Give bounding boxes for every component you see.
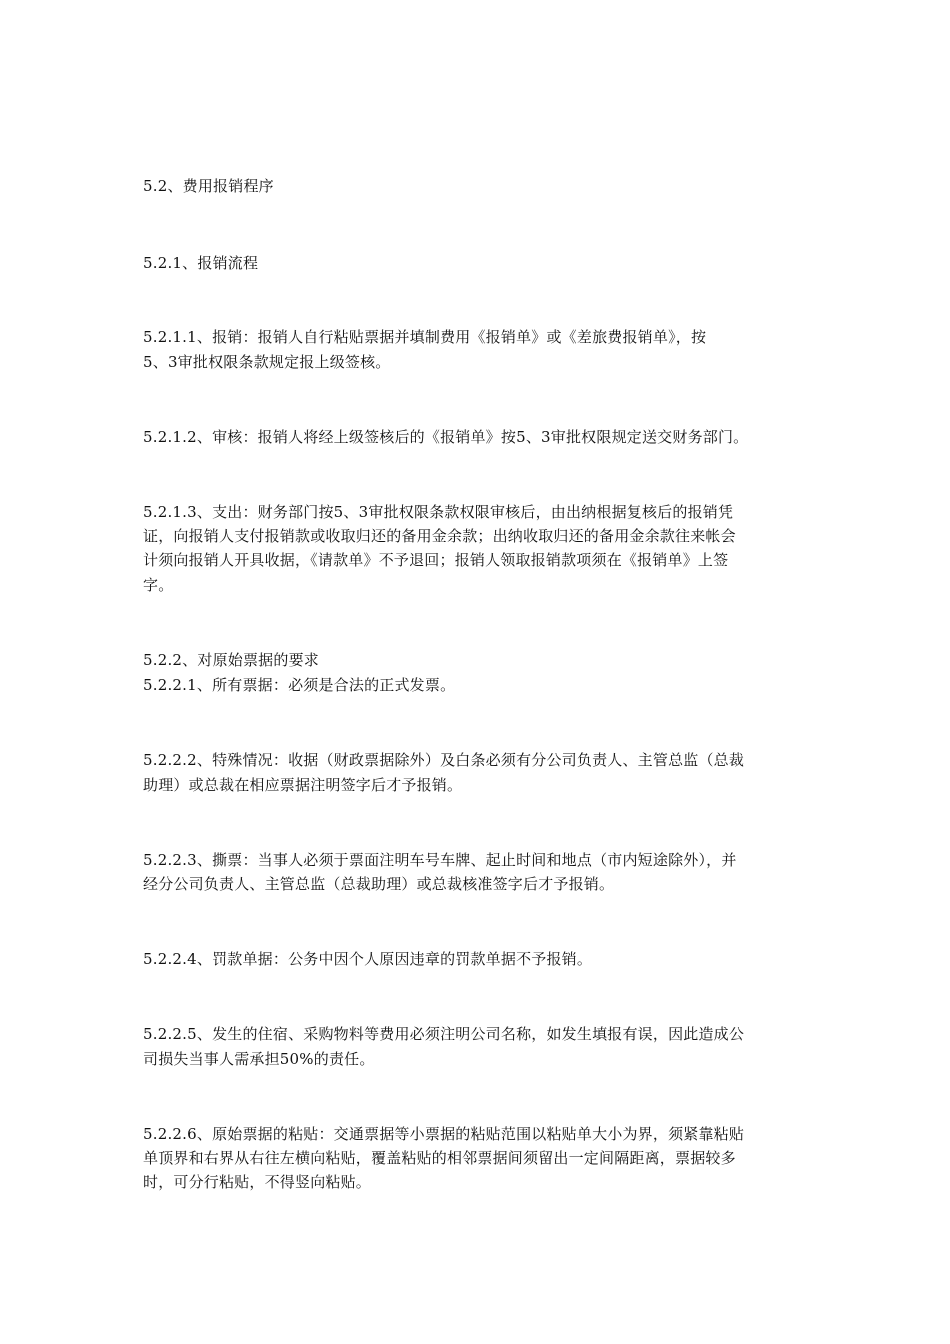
paragraph-5-2-1-1-line-1: 5.2.1.1、报销：报销人自行粘贴票据并填制费用《报销单》或《差旅费报销单》，按 [143, 328, 707, 346]
paragraph-5-2-1-2: 5.2.1.2、审核：报销人将经上级签核后的《报销单》按5、3审批权限规定送交财务部门。 [143, 428, 749, 446]
paragraph-5-2-1-3-line-2: 证，向报销人支付报销款或收取归还的备用金余款；出纳收取归还的备用金余款往来帐会 [143, 527, 736, 545]
heading-5-2: 5.2、费用报销程序 [143, 177, 274, 195]
paragraph-5-2-2-4: 5.2.2.4、罚款单据：公务中因个人原因违章的罚款单据不予报销。 [143, 950, 593, 968]
paragraph-5-2-2-3-line-2: 经分公司负责人、主管总监（总裁助理）或总裁核准签字后才予报销。 [143, 875, 615, 893]
paragraph-5-2-1-3-line-3: 计须向报销人开具收据，《请款单》不予退回；报销人领取报销款项须在《报销单》上签 [143, 551, 729, 569]
paragraph-5-2-2-6-line-3: 时，可分行粘贴，不得竖向粘贴。 [143, 1173, 372, 1191]
paragraph-5-2-2-1: 5.2.2.1、所有票据：必须是合法的正式发票。 [143, 676, 456, 694]
paragraph-5-2-2-5-line-1: 5.2.2.5、发生的住宿、采购物料等费用必须注明公司名称，如发生填报有误，因此造成公 [143, 1025, 745, 1043]
paragraph-5-2-2-3-line-1: 5.2.2.3、撕票：当事人必须于票面注明车号车牌、起止时间和地点（市内短途除外），并 [143, 851, 737, 869]
paragraph-5-2-1-3-line-4: 字。 [143, 576, 174, 594]
paragraph-5-2-2-6-line-2: 单顶界和右界从右往左横向粘贴，覆盖粘贴的相邻票据间须留出一定间隔距离，票据较多 [143, 1149, 736, 1167]
paragraph-5-2-1-3-line-1: 5.2.1.3、支出：财务部门按5、3审批权限条款权限审核后，由出纳根据复核后的报销凭 [143, 503, 734, 521]
paragraph-5-2-2-6-line-1: 5.2.2.6、原始票据的粘贴：交通票据等小票据的粘贴范围以粘贴单大小为界，须紧靠粘贴 [143, 1125, 745, 1143]
heading-5-2-1: 5.2.1、报销流程 [143, 254, 259, 272]
heading-5-2-2: 5.2.2、对原始票据的要求 [143, 651, 319, 669]
paragraph-5-2-1-1-line-2: 5、3审批权限条款规定报上级签核。 [143, 353, 391, 371]
paragraph-5-2-2-2-line-2: 助理）或总裁在相应票据注明签字后才予报销。 [143, 776, 463, 794]
paragraph-5-2-2-2-line-1: 5.2.2.2、特殊情况：收据（财政票据除外）及白条必须有分公司负责人、主管总监（总裁 [143, 751, 745, 769]
paragraph-5-2-2-5-line-2: 司损失当事人需承担50%的责任。 [143, 1050, 375, 1068]
